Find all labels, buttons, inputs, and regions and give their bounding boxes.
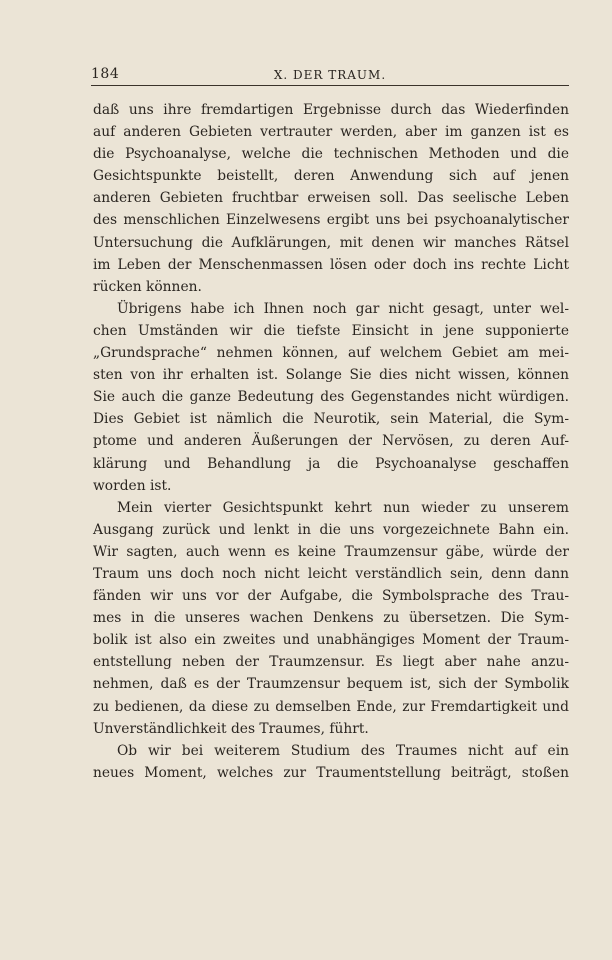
paragraph xyxy=(93,298,569,497)
text-line: zu bedienen, da diese zu demselben Ende, zur Fremdartigkeit und xyxy=(93,698,569,715)
text-line: mes in die unseres wachen Denkens zu übersetzen. Die Sym- xyxy=(93,610,569,627)
text-line: fänden wir uns vor der Aufgabe, die Symbolsprache des Trau- xyxy=(93,588,569,605)
text-line: Mein vierter Gesichtspunkt kehrt nun wieder zu unserem xyxy=(117,499,569,516)
text-line: des menschlichen Einzelwesens ergibt uns bei psychoanalytischer xyxy=(93,212,569,229)
text-line: chen Umständen wir die tiefste Einsicht in jene supponierte xyxy=(93,322,569,339)
text-line: bolik ist also ein zweites und unabhängiges Moment der Traum- xyxy=(93,632,569,649)
text-line: rücken können. xyxy=(93,278,202,295)
text-line: nehmen, daß es der Traumzensur bequem ist, sich der Symbolik xyxy=(93,676,569,693)
text-line: Unverständlichkeit des Traumes, führt. xyxy=(93,720,369,737)
text-line: sten von ihr erhalten ist. Solange Sie dies nicht wissen, können xyxy=(93,367,569,384)
text-line: anderen Gebieten fruchtbar erweisen soll. Das seelische Leben xyxy=(93,190,569,207)
text-line: klärung und Behandlung ja die Psychoanalyse geschaffen xyxy=(93,455,569,472)
text-line: Ausgang zurück und lenkt in die uns vorgezeichnete Bahn ein. xyxy=(93,521,569,538)
paragraph xyxy=(93,99,569,298)
text-line: entstellung neben der Traumzensur. Es liegt aber nahe anzu- xyxy=(93,654,569,671)
text-line: Ob wir bei weiterem Studium des Traumes nicht auf ein xyxy=(117,742,569,759)
paragraph xyxy=(93,740,569,784)
text-line: Untersuchung die Aufklärungen, mit denen wir manches Rätsel xyxy=(93,234,569,251)
text-line: daß uns ihre fremdartigen Ergebnisse durch das Wiederfinden xyxy=(93,102,569,118)
running-title: X. DER TRAUM. xyxy=(273,68,387,82)
text-line: ptome und anderen Äußerungen der Nervösen, zu deren Auf- xyxy=(93,433,569,450)
text-line: Sie auch die ganze Bedeutung des Gegenstandes nicht würdigen. xyxy=(93,389,569,406)
text-line: Dies Gebiet ist nämlich die Neurotik, sein Material, die Sym- xyxy=(93,411,569,428)
paragraph xyxy=(93,497,569,740)
text-line: neues Moment, welches zur Traumentstellung beiträgt, stoßen xyxy=(93,764,569,781)
text-line: Traum uns doch noch nicht leicht verständlich sein, denn dann xyxy=(93,565,569,582)
text-line: die Psychoanalyse, welche die technischen Methoden und die xyxy=(93,146,569,163)
text-line: Gesichtspunkte beistellt, deren Anwendung sich auf jenen xyxy=(93,168,569,185)
text-line: Übrigens habe ich Ihnen noch gar nicht gesagt, unter wel- xyxy=(117,300,569,317)
body-text xyxy=(93,99,569,784)
text-line: im Leben der Menschenmassen lösen oder doch ins rechte Licht xyxy=(93,256,569,273)
text-line: Wir sagten, auch wenn es keine Traumzensur gäbe, würde der xyxy=(93,543,569,560)
page-header xyxy=(91,64,569,86)
page-number: 184 xyxy=(91,66,120,82)
header-rule xyxy=(91,85,569,86)
text-line: worden ist. xyxy=(93,477,172,494)
text-line: auf anderen Gebieten vertrauter werden, aber im ganzen ist es xyxy=(93,124,569,141)
text-line: „Grundsprache“ nehmen können, auf welchem Gebiet am mei- xyxy=(93,345,569,362)
